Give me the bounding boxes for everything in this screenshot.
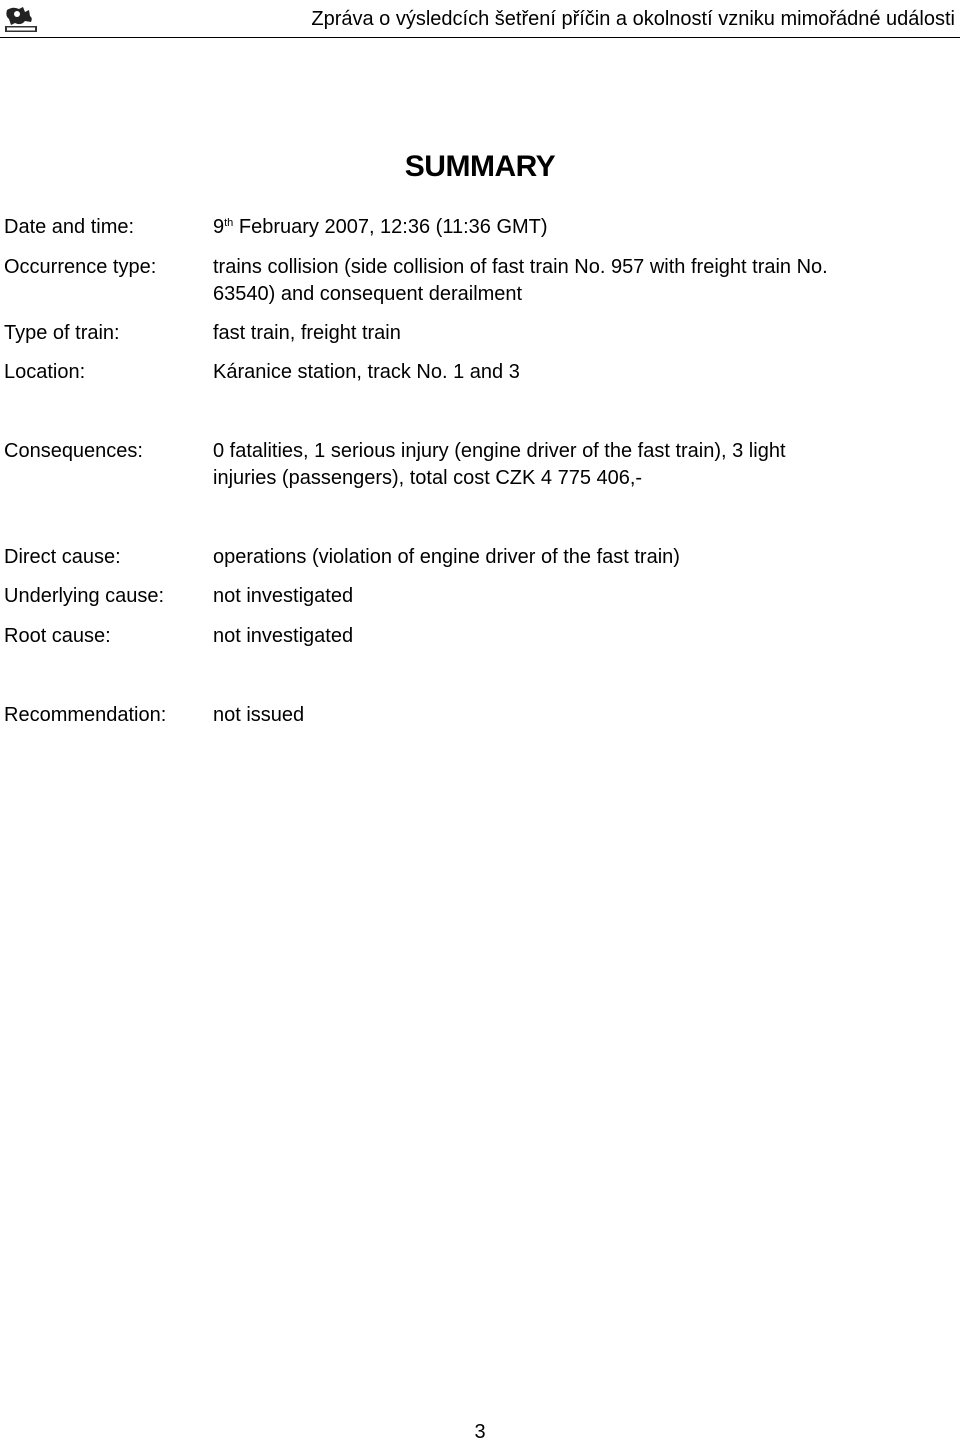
consequences-value bbox=[213, 438, 913, 492]
occurrence-line-2: 63540) and consequent derailment bbox=[213, 283, 523, 305]
date-day: 9 bbox=[213, 216, 225, 238]
consequences-line-1: 0 fatalities, 1 serious injury (engine driver of the fast train), 3 light bbox=[213, 440, 786, 462]
date-rest: February 2007, 12:36 (11:36 GMT) bbox=[233, 216, 548, 238]
date-label: Date and time: bbox=[4, 216, 135, 238]
drazni-inspekce-logo-icon bbox=[3, 4, 39, 34]
recommendation-value: not issued bbox=[213, 704, 305, 726]
consequences-line-2: injuries (passengers), total cost CZK 4 775 406,- bbox=[213, 467, 643, 489]
occurrence-value bbox=[213, 254, 913, 308]
date-day-suffix: th bbox=[224, 217, 234, 229]
page-header bbox=[0, 0, 960, 38]
date-value bbox=[213, 214, 913, 241]
location-value: Káranice station, track No. 1 and 3 bbox=[213, 361, 520, 383]
summary-heading: SUMMARY bbox=[404, 150, 556, 183]
root-cause-label: Root cause: bbox=[4, 625, 111, 647]
occurrence-line-1: trains collision (side collision of fast train No. 957 with freight train No. bbox=[213, 256, 828, 278]
train-type-value: fast train, freight train bbox=[213, 322, 401, 344]
underlying-cause-label: Underlying cause: bbox=[4, 585, 165, 607]
root-cause-value: not investigated bbox=[213, 625, 354, 647]
train-type-label: Type of train: bbox=[4, 322, 120, 344]
recommendation-label: Recommendation: bbox=[4, 704, 167, 726]
direct-cause-value: operations (violation of engine driver of the fast train) bbox=[213, 546, 680, 568]
direct-cause-label: Direct cause: bbox=[4, 546, 121, 568]
location-label: Location: bbox=[4, 361, 86, 383]
report-header-title: Zpráva o výsledcích šetření příčin a okolností vzniku mimořádné události bbox=[311, 8, 955, 30]
page-number: 3 bbox=[474, 1421, 486, 1443]
consequences-label: Consequences: bbox=[4, 440, 143, 462]
underlying-cause-value: not investigated bbox=[213, 585, 354, 607]
occurrence-label: Occurrence type: bbox=[4, 256, 157, 278]
